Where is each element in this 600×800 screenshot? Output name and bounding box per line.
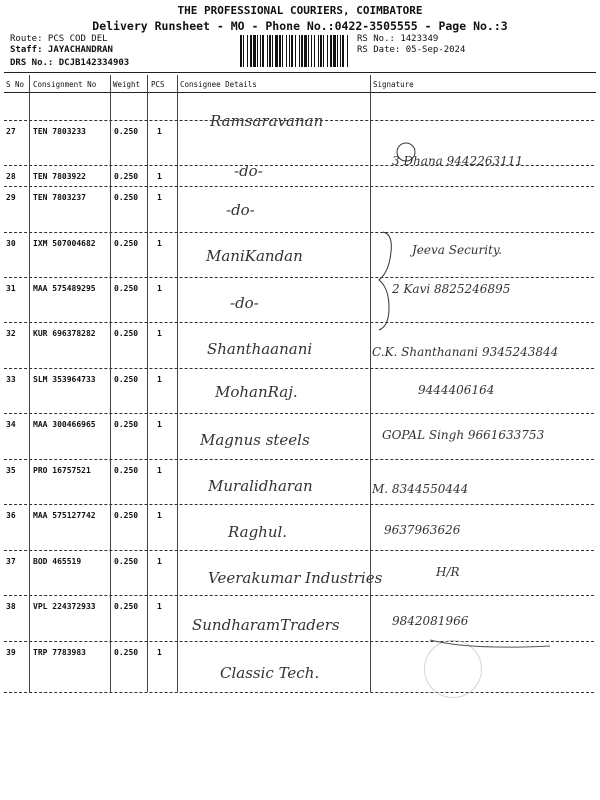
col-weight: Weight: [113, 80, 141, 89]
row-sno: 37: [6, 557, 16, 566]
row-signature-handwritten: 9444406164: [418, 383, 495, 397]
row-consignee-handwritten: Magnus steels: [200, 431, 310, 449]
row-weight: 0.250: [114, 466, 139, 475]
col-consignee: Consignee Details: [180, 80, 257, 89]
row-sno: 28: [6, 172, 16, 181]
row-consignment-no: MAA 575489295: [33, 284, 96, 293]
row-consignee-handwritten: Shanthaanani: [207, 340, 313, 358]
row-sno: 34: [6, 420, 16, 429]
row-sno: 35: [6, 466, 16, 475]
row-pcs: 1: [157, 284, 162, 293]
row-signature-handwritten: M. 8344550444: [372, 482, 469, 496]
row-pcs: 1: [157, 172, 162, 181]
rs-number: RS No.: 1423349: [357, 34, 439, 44]
row-consignee-handwritten: Veerakumar Industries: [208, 569, 383, 587]
row-weight: 0.250: [114, 127, 139, 136]
row-weight: 0.250: [114, 172, 139, 181]
row-sno: 36: [6, 511, 16, 520]
col-sno: S No: [6, 80, 25, 89]
row-consignee-handwritten: MohanRaj.: [215, 383, 298, 401]
row-pcs: 1: [157, 329, 162, 338]
row-pcs: 1: [157, 420, 162, 429]
row-consignment-no: MAA 575127742: [33, 511, 96, 520]
row-sno: 32: [6, 329, 16, 338]
row-signature-handwritten: GOPAL Singh 9661633753: [382, 428, 545, 442]
row-weight: 0.250: [114, 648, 139, 657]
row-signature-handwritten: 2 Kavi 8825246895: [392, 282, 511, 296]
row-consignment-no: TEN 7803922: [33, 172, 86, 181]
staff-label: Staff: JAYACHANDRAN: [10, 45, 113, 55]
row-sno: 31: [6, 284, 16, 293]
row-sno: 30: [6, 239, 16, 248]
row-weight: 0.250: [114, 375, 139, 384]
row-signature-handwritten: 9842081966: [392, 614, 469, 628]
row-consignment-no: SLM 353964733: [33, 375, 96, 384]
row-weight: 0.250: [114, 329, 139, 338]
row-signature-handwritten: 3 Dhana 9442263111: [392, 154, 523, 168]
col-consignment: Consignment No: [33, 80, 97, 89]
row-consignee-handwritten: Muralidharan: [208, 477, 313, 495]
row-sno: 29: [6, 193, 16, 202]
row-consignee-handwritten: -do-: [234, 162, 263, 180]
row-pcs: 1: [157, 466, 162, 475]
row-weight: 0.250: [114, 239, 139, 248]
row-consignment-no: TEN 7803237: [33, 193, 86, 202]
row-pcs: 1: [157, 557, 162, 566]
row-pcs: 1: [157, 127, 162, 136]
row-consignee-handwritten: Classic Tech.: [220, 664, 320, 682]
row-consignment-no: BOD 465519: [33, 557, 82, 566]
row-pcs: 1: [157, 193, 162, 202]
row-consignee-handwritten: SundharamTraders: [192, 616, 340, 634]
drs-number: DRS No.: DCJB142334903: [10, 58, 130, 68]
row-consignment-no: TEN 7803233: [33, 127, 86, 136]
row-consignee-handwritten: -do-: [230, 294, 259, 312]
row-signature-handwritten: Jeeva Security.: [412, 243, 502, 257]
row-consignment-no: VPL 224372933: [33, 602, 96, 611]
row-pcs: 1: [157, 602, 162, 611]
row-weight: 0.250: [114, 511, 139, 520]
rs-date: RS Date: 05-Sep-2024: [357, 45, 466, 55]
row-signature-handwritten: 9637963626: [384, 523, 461, 537]
col-pcs: PCS: [151, 80, 165, 89]
row-pcs: 1: [157, 511, 162, 520]
row-consignment-no: TRP 7783983: [33, 648, 86, 657]
row-consignment-no: MAA 300466965: [33, 420, 96, 429]
row-weight: 0.250: [114, 557, 139, 566]
row-sno: 33: [6, 375, 16, 384]
row-consignment-no: KUR 696378282: [33, 329, 96, 338]
route-label: Route: PCS COD DEL: [10, 34, 108, 44]
runsheet-title: Delivery Runsheet - MO - Phone No.:0422-3505555 - Page No.:3: [92, 19, 508, 33]
col-signature: Signature: [373, 80, 414, 89]
row-weight: 0.250: [114, 193, 139, 202]
row-sno: 39: [6, 648, 16, 657]
row-pcs: 1: [157, 648, 162, 657]
row-pcs: 1: [157, 375, 162, 384]
row-weight: 0.250: [114, 284, 139, 293]
row-consignee-handwritten: -do-: [226, 201, 255, 219]
row-weight: 0.250: [114, 602, 139, 611]
row-signature-handwritten: C.K. Shanthanani 9345243844: [372, 345, 559, 359]
row-consignee-handwritten: Raghul.: [228, 523, 288, 541]
company-name: THE PROFESSIONAL COURIERS, COIMBATORE: [177, 4, 423, 17]
row-signature-handwritten: H/R: [436, 565, 460, 579]
row-pcs: 1: [157, 239, 162, 248]
row-consignment-no: PRO 16757521: [33, 466, 91, 475]
row-sno: 38: [6, 602, 16, 611]
row-consignee-handwritten: Ramsaravanan: [210, 112, 324, 130]
row-sno: 27: [6, 127, 16, 136]
row-weight: 0.250: [114, 420, 139, 429]
row-consignment-no: IXM 507004682: [33, 239, 96, 248]
row-consignee-handwritten: ManiKandan: [206, 247, 303, 265]
